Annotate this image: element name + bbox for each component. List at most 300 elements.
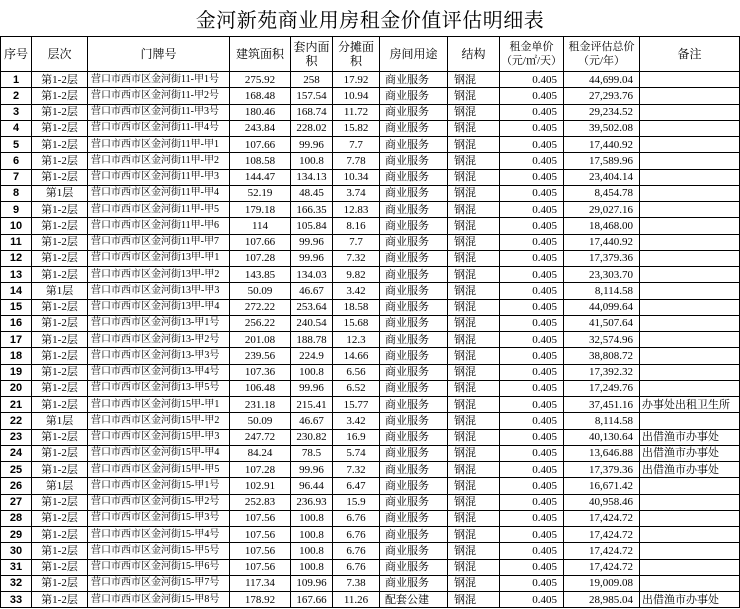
cell-remark[interactable] (640, 251, 740, 267)
cell-gross-area[interactable]: 247.72 (230, 430, 291, 446)
cell-shared-area[interactable]: 7.38 (333, 576, 380, 592)
cell-inner-area[interactable]: 236.93 (291, 495, 333, 511)
header-total-rent[interactable]: 租金评估总价 （元/年） (564, 36, 640, 72)
cell-no[interactable]: 17 (0, 332, 32, 348)
cell-inner-area[interactable]: 134.13 (291, 170, 333, 186)
cell-total-rent[interactable]: 8,114.58 (564, 283, 640, 299)
cell-gross-area[interactable]: 143.85 (230, 267, 291, 283)
cell-shared-area[interactable]: 6.76 (333, 560, 380, 576)
cell-gross-area[interactable]: 256.22 (230, 316, 291, 332)
cell-no[interactable]: 9 (0, 202, 32, 218)
cell-no[interactable]: 16 (0, 316, 32, 332)
cell-usage[interactable]: 商业服务 (380, 413, 448, 429)
cell-floor[interactable]: 第1-2层 (32, 365, 88, 381)
cell-shared-area[interactable]: 15.77 (333, 397, 380, 413)
cell-no[interactable]: 21 (0, 397, 32, 413)
cell-gross-area[interactable]: 275.92 (230, 72, 291, 88)
cell-total-rent[interactable]: 29,027.16 (564, 202, 640, 218)
cell-structure[interactable]: 钢混 (448, 527, 500, 543)
cell-shared-area[interactable]: 7.32 (333, 462, 380, 478)
cell-usage[interactable]: 商业服务 (380, 105, 448, 121)
cell-total-rent[interactable]: 39,502.08 (564, 121, 640, 137)
cell-floor[interactable]: 第1-2层 (32, 170, 88, 186)
cell-unit-rent[interactable]: 0.405 (500, 283, 564, 299)
cell-address[interactable]: 营口市西市区金河街13-甲2号 (88, 332, 230, 348)
cell-floor[interactable]: 第1层 (32, 186, 88, 202)
cell-shared-area[interactable]: 10.34 (333, 170, 380, 186)
cell-inner-area[interactable]: 215.41 (291, 397, 333, 413)
cell-gross-area[interactable]: 84.24 (230, 446, 291, 462)
cell-shared-area[interactable]: 12.3 (333, 332, 380, 348)
cell-shared-area[interactable]: 7.7 (333, 137, 380, 153)
cell-no[interactable]: 11 (0, 235, 32, 251)
cell-total-rent[interactable]: 17,249.76 (564, 381, 640, 397)
cell-structure[interactable]: 钢混 (448, 88, 500, 104)
header-unit-rent[interactable]: 租金单价 （元/㎡/天） (500, 36, 564, 72)
cell-structure[interactable]: 钢混 (448, 137, 500, 153)
cell-address[interactable]: 营口市西市区金河街15甲-甲4 (88, 446, 230, 462)
cell-structure[interactable]: 钢混 (448, 397, 500, 413)
cell-inner-area[interactable]: 99.96 (291, 251, 333, 267)
cell-remark[interactable] (640, 137, 740, 153)
cell-usage[interactable]: 商业服务 (380, 251, 448, 267)
cell-inner-area[interactable]: 46.67 (291, 283, 333, 299)
cell-inner-area[interactable]: 230.82 (291, 430, 333, 446)
cell-gross-area[interactable]: 168.48 (230, 88, 291, 104)
cell-remark[interactable] (640, 105, 740, 121)
cell-structure[interactable]: 钢混 (448, 430, 500, 446)
cell-no[interactable]: 25 (0, 462, 32, 478)
cell-structure[interactable]: 钢混 (448, 365, 500, 381)
cell-gross-area[interactable]: 180.46 (230, 105, 291, 121)
cell-remark[interactable] (640, 560, 740, 576)
cell-usage[interactable]: 商业服务 (380, 462, 448, 478)
cell-inner-area[interactable]: 166.35 (291, 202, 333, 218)
cell-address[interactable]: 营口市西市区金河街11甲-甲3 (88, 170, 230, 186)
cell-shared-area[interactable]: 6.76 (333, 543, 380, 559)
cell-no[interactable]: 18 (0, 348, 32, 364)
cell-usage[interactable]: 商业服务 (380, 446, 448, 462)
cell-inner-area[interactable]: 100.8 (291, 365, 333, 381)
cell-remark[interactable] (640, 153, 740, 169)
cell-shared-area[interactable]: 15.82 (333, 121, 380, 137)
cell-gross-area[interactable]: 114 (230, 218, 291, 234)
header-gross-area[interactable]: 建筑面积 (230, 36, 291, 72)
cell-total-rent[interactable]: 23,303.70 (564, 267, 640, 283)
cell-gross-area[interactable]: 179.18 (230, 202, 291, 218)
cell-unit-rent[interactable]: 0.405 (500, 446, 564, 462)
cell-remark[interactable] (640, 88, 740, 104)
cell-usage[interactable]: 商业服务 (380, 511, 448, 527)
cell-shared-area[interactable]: 15.9 (333, 495, 380, 511)
cell-address[interactable]: 营口市西市区金河街13-甲5号 (88, 381, 230, 397)
cell-inner-area[interactable]: 99.96 (291, 462, 333, 478)
cell-structure[interactable]: 钢混 (448, 348, 500, 364)
cell-total-rent[interactable]: 17,440.92 (564, 137, 640, 153)
cell-total-rent[interactable]: 17,424.72 (564, 560, 640, 576)
cell-usage[interactable]: 商业服务 (380, 72, 448, 88)
cell-floor[interactable]: 第1-2层 (32, 235, 88, 251)
cell-remark[interactable] (640, 186, 740, 202)
sheet-title[interactable]: 金河新苑商业用房租金价值评估明细表 (195, 7, 545, 32)
cell-unit-rent[interactable]: 0.405 (500, 495, 564, 511)
cell-no[interactable]: 31 (0, 560, 32, 576)
cell-remark[interactable]: 出借渔市办事处 (640, 592, 740, 608)
cell-unit-rent[interactable]: 0.405 (500, 202, 564, 218)
cell-unit-rent[interactable]: 0.405 (500, 576, 564, 592)
cell-total-rent[interactable]: 17,379.36 (564, 251, 640, 267)
cell-floor[interactable]: 第1层 (32, 413, 88, 429)
cell-structure[interactable]: 钢混 (448, 332, 500, 348)
cell-usage[interactable]: 商业服务 (380, 202, 448, 218)
cell-total-rent[interactable]: 13,646.88 (564, 446, 640, 462)
cell-total-rent[interactable]: 17,424.72 (564, 543, 640, 559)
cell-no[interactable]: 27 (0, 495, 32, 511)
cell-address[interactable]: 营口市西市区金河街11-甲3号 (88, 105, 230, 121)
cell-remark[interactable] (640, 283, 740, 299)
cell-unit-rent[interactable]: 0.405 (500, 365, 564, 381)
cell-structure[interactable]: 钢混 (448, 105, 500, 121)
cell-address[interactable]: 营口市西市区金河街11甲-甲4 (88, 186, 230, 202)
cell-remark[interactable] (640, 365, 740, 381)
cell-gross-area[interactable]: 144.47 (230, 170, 291, 186)
cell-floor[interactable]: 第1-2层 (32, 332, 88, 348)
cell-floor[interactable]: 第1-2层 (32, 397, 88, 413)
cell-gross-area[interactable]: 50.09 (230, 413, 291, 429)
cell-shared-area[interactable]: 6.56 (333, 365, 380, 381)
cell-gross-area[interactable]: 52.19 (230, 186, 291, 202)
cell-unit-rent[interactable]: 0.405 (500, 348, 564, 364)
cell-usage[interactable]: 商业服务 (380, 283, 448, 299)
cell-remark[interactable] (640, 348, 740, 364)
cell-no[interactable]: 15 (0, 300, 32, 316)
cell-remark[interactable] (640, 511, 740, 527)
cell-address[interactable]: 营口市西市区金河街15-甲1号 (88, 478, 230, 494)
cell-gross-area[interactable]: 107.28 (230, 462, 291, 478)
cell-usage[interactable]: 商业服务 (380, 348, 448, 364)
cell-structure[interactable]: 钢混 (448, 267, 500, 283)
cell-unit-rent[interactable]: 0.405 (500, 430, 564, 446)
cell-unit-rent[interactable]: 0.405 (500, 251, 564, 267)
cell-unit-rent[interactable]: 0.405 (500, 478, 564, 494)
cell-address[interactable]: 营口市西市区金河街11甲-甲1 (88, 137, 230, 153)
cell-remark[interactable] (640, 72, 740, 88)
cell-usage[interactable]: 商业服务 (380, 170, 448, 186)
cell-gross-area[interactable]: 107.28 (230, 251, 291, 267)
cell-no[interactable]: 7 (0, 170, 32, 186)
cell-gross-area[interactable]: 239.56 (230, 348, 291, 364)
cell-remark[interactable]: 出借渔市办事处 (640, 446, 740, 462)
cell-total-rent[interactable]: 44,099.64 (564, 300, 640, 316)
cell-floor[interactable]: 第1-2层 (32, 495, 88, 511)
cell-remark[interactable] (640, 267, 740, 283)
cell-total-rent[interactable]: 23,404.14 (564, 170, 640, 186)
cell-unit-rent[interactable]: 0.405 (500, 332, 564, 348)
cell-usage[interactable]: 商业服务 (380, 495, 448, 511)
cell-total-rent[interactable]: 37,451.16 (564, 397, 640, 413)
cell-remark[interactable] (640, 121, 740, 137)
cell-unit-rent[interactable]: 0.405 (500, 121, 564, 137)
cell-usage[interactable]: 商业服务 (380, 543, 448, 559)
cell-address[interactable]: 营口市西市区金河街15甲-甲2 (88, 413, 230, 429)
cell-remark[interactable] (640, 300, 740, 316)
cell-shared-area[interactable]: 12.83 (333, 202, 380, 218)
cell-address[interactable]: 营口市西市区金河街15甲-甲5 (88, 462, 230, 478)
cell-address[interactable]: 营口市西市区金河街11甲-甲2 (88, 153, 230, 169)
cell-inner-area[interactable]: 100.8 (291, 511, 333, 527)
cell-no[interactable]: 24 (0, 446, 32, 462)
cell-no[interactable]: 33 (0, 592, 32, 608)
cell-remark[interactable] (640, 527, 740, 543)
cell-gross-area[interactable]: 107.56 (230, 543, 291, 559)
cell-total-rent[interactable]: 16,671.42 (564, 478, 640, 494)
cell-shared-area[interactable]: 7.78 (333, 153, 380, 169)
cell-gross-area[interactable]: 107.66 (230, 235, 291, 251)
cell-address[interactable]: 营口市西市区金河街15-甲8号 (88, 592, 230, 608)
cell-total-rent[interactable]: 38,808.72 (564, 348, 640, 364)
cell-floor[interactable]: 第1-2层 (32, 381, 88, 397)
cell-address[interactable]: 营口市西市区金河街13甲-甲2 (88, 267, 230, 283)
cell-shared-area[interactable]: 9.82 (333, 267, 380, 283)
cell-total-rent[interactable]: 44,699.04 (564, 72, 640, 88)
cell-inner-area[interactable]: 100.8 (291, 527, 333, 543)
cell-structure[interactable]: 钢混 (448, 462, 500, 478)
cell-shared-area[interactable]: 14.66 (333, 348, 380, 364)
cell-no[interactable]: 2 (0, 88, 32, 104)
cell-address[interactable]: 营口市西市区金河街11-甲1号 (88, 72, 230, 88)
cell-unit-rent[interactable]: 0.405 (500, 72, 564, 88)
cell-structure[interactable]: 钢混 (448, 202, 500, 218)
cell-total-rent[interactable]: 41,507.64 (564, 316, 640, 332)
cell-structure[interactable]: 钢混 (448, 560, 500, 576)
cell-inner-area[interactable]: 100.8 (291, 543, 333, 559)
cell-inner-area[interactable]: 240.54 (291, 316, 333, 332)
cell-usage[interactable]: 商业服务 (380, 267, 448, 283)
header-usage[interactable]: 房间用途 (380, 36, 448, 72)
cell-inner-area[interactable]: 100.8 (291, 153, 333, 169)
cell-unit-rent[interactable]: 0.405 (500, 397, 564, 413)
cell-address[interactable]: 营口市西市区金河街15-甲5号 (88, 543, 230, 559)
cell-unit-rent[interactable]: 0.405 (500, 218, 564, 234)
cell-unit-rent[interactable]: 0.405 (500, 316, 564, 332)
cell-unit-rent[interactable]: 0.405 (500, 413, 564, 429)
cell-no[interactable]: 6 (0, 153, 32, 169)
cell-usage[interactable]: 商业服务 (380, 88, 448, 104)
cell-floor[interactable]: 第1-2层 (32, 527, 88, 543)
cell-floor[interactable]: 第1-2层 (32, 316, 88, 332)
cell-unit-rent[interactable]: 0.405 (500, 105, 564, 121)
cell-structure[interactable]: 钢混 (448, 316, 500, 332)
cell-usage[interactable]: 商业服务 (380, 397, 448, 413)
cell-unit-rent[interactable]: 0.405 (500, 267, 564, 283)
cell-floor[interactable]: 第1-2层 (32, 267, 88, 283)
cell-inner-area[interactable]: 224.9 (291, 348, 333, 364)
cell-remark[interactable]: 出借渔市办事处 (640, 430, 740, 446)
cell-shared-area[interactable]: 7.32 (333, 251, 380, 267)
cell-remark[interactable] (640, 495, 740, 511)
cell-address[interactable]: 营口市西市区金河街11甲-甲7 (88, 235, 230, 251)
cell-no[interactable]: 10 (0, 218, 32, 234)
cell-shared-area[interactable]: 6.76 (333, 511, 380, 527)
cell-shared-area[interactable]: 3.74 (333, 186, 380, 202)
cell-inner-area[interactable]: 168.74 (291, 105, 333, 121)
cell-floor[interactable]: 第1-2层 (32, 251, 88, 267)
cell-gross-area[interactable]: 252.83 (230, 495, 291, 511)
cell-remark[interactable]: 办事处出租卫生所 (640, 397, 740, 413)
cell-unit-rent[interactable]: 0.405 (500, 462, 564, 478)
cell-gross-area[interactable]: 178.92 (230, 592, 291, 608)
cell-structure[interactable]: 钢混 (448, 72, 500, 88)
cell-remark[interactable] (640, 332, 740, 348)
cell-structure[interactable]: 钢混 (448, 251, 500, 267)
cell-address[interactable]: 营口市西市区金河街15-甲3号 (88, 511, 230, 527)
cell-shared-area[interactable]: 16.9 (333, 430, 380, 446)
cell-gross-area[interactable]: 117.34 (230, 576, 291, 592)
cell-floor[interactable]: 第1-2层 (32, 560, 88, 576)
cell-no[interactable]: 19 (0, 365, 32, 381)
cell-structure[interactable]: 钢混 (448, 300, 500, 316)
cell-inner-area[interactable]: 105.84 (291, 218, 333, 234)
cell-unit-rent[interactable]: 0.405 (500, 300, 564, 316)
cell-no[interactable]: 4 (0, 121, 32, 137)
cell-floor[interactable]: 第1层 (32, 478, 88, 494)
cell-usage[interactable]: 商业服务 (380, 121, 448, 137)
cell-structure[interactable]: 钢混 (448, 446, 500, 462)
cell-total-rent[interactable]: 17,440.92 (564, 235, 640, 251)
cell-address[interactable]: 营口市西市区金河街13-甲1号 (88, 316, 230, 332)
cell-shared-area[interactable]: 3.42 (333, 283, 380, 299)
cell-structure[interactable]: 钢混 (448, 511, 500, 527)
cell-total-rent[interactable]: 17,379.36 (564, 462, 640, 478)
cell-gross-area[interactable]: 107.56 (230, 560, 291, 576)
cell-usage[interactable]: 商业服务 (380, 560, 448, 576)
cell-floor[interactable]: 第1-2层 (32, 137, 88, 153)
cell-address[interactable]: 营口市西市区金河街15-甲4号 (88, 527, 230, 543)
cell-usage[interactable]: 商业服务 (380, 186, 448, 202)
cell-shared-area[interactable]: 5.74 (333, 446, 380, 462)
cell-gross-area[interactable]: 107.56 (230, 511, 291, 527)
cell-no[interactable]: 30 (0, 543, 32, 559)
cell-inner-area[interactable]: 258 (291, 72, 333, 88)
cell-inner-area[interactable]: 188.78 (291, 332, 333, 348)
cell-inner-area[interactable]: 100.8 (291, 560, 333, 576)
cell-usage[interactable]: 商业服务 (380, 235, 448, 251)
cell-address[interactable]: 营口市西市区金河街11甲-甲5 (88, 202, 230, 218)
cell-usage[interactable]: 商业服务 (380, 316, 448, 332)
cell-remark[interactable] (640, 316, 740, 332)
cell-inner-area[interactable]: 134.03 (291, 267, 333, 283)
cell-shared-area[interactable]: 3.42 (333, 413, 380, 429)
cell-remark[interactable] (640, 478, 740, 494)
cell-address[interactable]: 营口市西市区金河街13甲-甲1 (88, 251, 230, 267)
cell-gross-area[interactable]: 231.18 (230, 397, 291, 413)
cell-floor[interactable]: 第1-2层 (32, 218, 88, 234)
cell-floor[interactable]: 第1-2层 (32, 105, 88, 121)
cell-inner-area[interactable]: 167.66 (291, 592, 333, 608)
cell-total-rent[interactable]: 17,424.72 (564, 511, 640, 527)
cell-structure[interactable]: 钢混 (448, 186, 500, 202)
cell-address[interactable]: 营口市西市区金河街15甲-甲1 (88, 397, 230, 413)
cell-unit-rent[interactable]: 0.405 (500, 511, 564, 527)
cell-unit-rent[interactable]: 0.405 (500, 88, 564, 104)
cell-floor[interactable]: 第1-2层 (32, 430, 88, 446)
cell-total-rent[interactable]: 40,958.46 (564, 495, 640, 511)
cell-structure[interactable]: 钢混 (448, 381, 500, 397)
cell-no[interactable]: 8 (0, 186, 32, 202)
cell-shared-area[interactable]: 11.26 (333, 592, 380, 608)
cell-remark[interactable] (640, 576, 740, 592)
cell-inner-area[interactable]: 99.96 (291, 381, 333, 397)
cell-no[interactable]: 29 (0, 527, 32, 543)
cell-shared-area[interactable]: 10.94 (333, 88, 380, 104)
cell-usage[interactable]: 商业服务 (380, 218, 448, 234)
cell-no[interactable]: 14 (0, 283, 32, 299)
cell-shared-area[interactable]: 18.58 (333, 300, 380, 316)
cell-no[interactable]: 32 (0, 576, 32, 592)
cell-remark[interactable] (640, 202, 740, 218)
cell-usage[interactable]: 商业服务 (380, 478, 448, 494)
cell-total-rent[interactable]: 8,454.78 (564, 186, 640, 202)
cell-unit-rent[interactable]: 0.405 (500, 170, 564, 186)
cell-remark[interactable] (640, 235, 740, 251)
cell-unit-rent[interactable]: 0.405 (500, 527, 564, 543)
cell-unit-rent[interactable]: 0.405 (500, 186, 564, 202)
cell-address[interactable]: 营口市西市区金河街15甲-甲3 (88, 430, 230, 446)
cell-floor[interactable]: 第1-2层 (32, 446, 88, 462)
cell-total-rent[interactable]: 17,589.96 (564, 153, 640, 169)
cell-address[interactable]: 营口市西市区金河街11-甲2号 (88, 88, 230, 104)
cell-gross-area[interactable]: 50.09 (230, 283, 291, 299)
cell-structure[interactable]: 钢混 (448, 170, 500, 186)
cell-floor[interactable]: 第1-2层 (32, 153, 88, 169)
cell-address[interactable]: 营口市西市区金河街13-甲3号 (88, 348, 230, 364)
cell-structure[interactable]: 钢混 (448, 413, 500, 429)
cell-structure[interactable]: 钢混 (448, 592, 500, 608)
cell-address[interactable]: 营口市西市区金河街11-甲4号 (88, 121, 230, 137)
cell-structure[interactable]: 钢混 (448, 543, 500, 559)
cell-no[interactable]: 12 (0, 251, 32, 267)
cell-gross-area[interactable]: 243.84 (230, 121, 291, 137)
cell-floor[interactable]: 第1层 (32, 283, 88, 299)
cell-no[interactable]: 3 (0, 105, 32, 121)
cell-remark[interactable] (640, 543, 740, 559)
cell-total-rent[interactable]: 17,424.72 (564, 527, 640, 543)
cell-remark[interactable] (640, 413, 740, 429)
cell-remark[interactable]: 出借渔市办事处 (640, 462, 740, 478)
cell-inner-area[interactable]: 253.64 (291, 300, 333, 316)
header-shared-area[interactable]: 分摊面积 (333, 36, 380, 72)
cell-remark[interactable] (640, 381, 740, 397)
cell-gross-area[interactable]: 106.48 (230, 381, 291, 397)
cell-total-rent[interactable]: 28,985.04 (564, 592, 640, 608)
cell-usage[interactable]: 商业服务 (380, 381, 448, 397)
header-address[interactable]: 门牌号 (88, 36, 230, 72)
cell-structure[interactable]: 钢混 (448, 478, 500, 494)
cell-gross-area[interactable]: 107.66 (230, 137, 291, 153)
cell-gross-area[interactable]: 108.58 (230, 153, 291, 169)
cell-total-rent[interactable]: 40,130.64 (564, 430, 640, 446)
cell-total-rent[interactable]: 17,392.32 (564, 365, 640, 381)
cell-inner-area[interactable]: 96.44 (291, 478, 333, 494)
cell-usage[interactable]: 配套公建 (380, 592, 448, 608)
cell-structure[interactable]: 钢混 (448, 218, 500, 234)
cell-shared-area[interactable]: 6.76 (333, 527, 380, 543)
cell-shared-area[interactable]: 11.72 (333, 105, 380, 121)
cell-structure[interactable]: 钢混 (448, 153, 500, 169)
cell-unit-rent[interactable]: 0.405 (500, 560, 564, 576)
cell-usage[interactable]: 商业服务 (380, 430, 448, 446)
cell-remark[interactable] (640, 170, 740, 186)
